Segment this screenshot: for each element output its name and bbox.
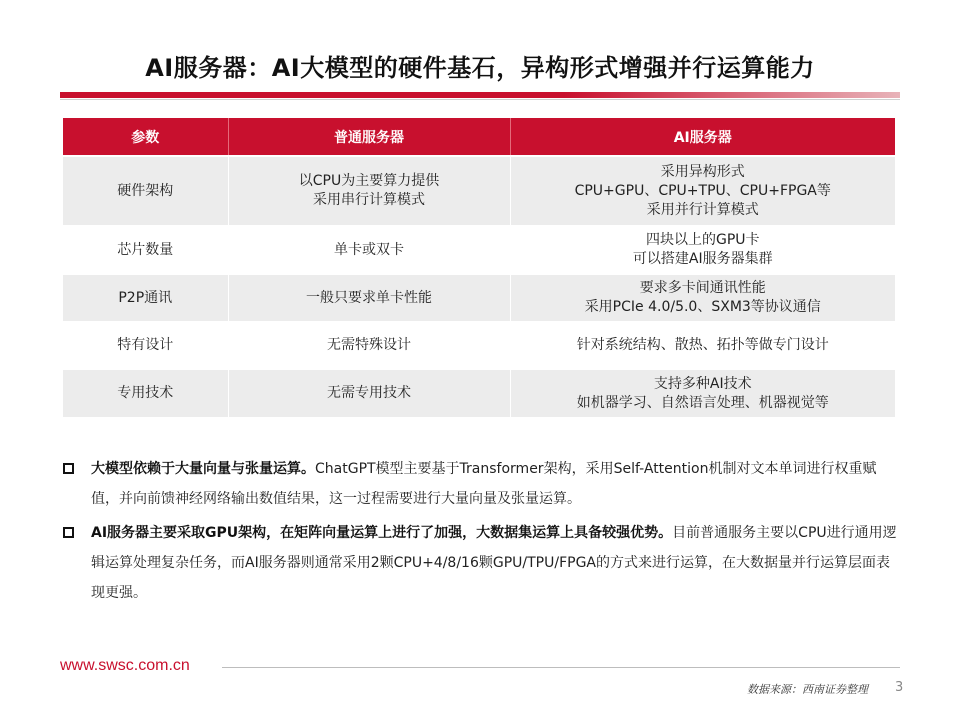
ai-cell — [510, 369, 895, 417]
bullet-item — [63, 518, 903, 608]
param-cell: 芯片数量 — [63, 226, 228, 274]
table-row — [63, 226, 895, 274]
normal-cell — [228, 156, 510, 226]
square-bullet-icon — [63, 527, 74, 538]
bullet-list — [63, 454, 903, 612]
footer-divider — [222, 667, 900, 668]
footer-website-link[interactable]: www.swsc.com.cn — [60, 657, 190, 674]
table-header-row — [63, 118, 895, 156]
cell-line: 单卡或双卡 — [334, 241, 404, 258]
cell-line: 采用串行计算模式 — [313, 192, 425, 208]
bullet-item — [63, 454, 903, 514]
title-divider — [60, 92, 900, 98]
normal-cell — [228, 322, 510, 369]
header-normal-server: 普通服务器 — [228, 118, 510, 156]
header-ai-server: AI服务器 — [510, 118, 895, 156]
header-param: 参数 — [63, 118, 228, 156]
param-cell: 专用技术 — [63, 369, 228, 417]
param-cell: P2P通讯 — [63, 274, 228, 322]
cell-line: 四块以上的GPU卡 — [645, 232, 760, 248]
bullet-lead: AI服务器主要采取GPU架构，在矩阵向量运算上进行了加强，大数据集运算上具备较强优势。 — [91, 525, 673, 541]
cell-line: 支持多种AI技术 — [653, 375, 752, 392]
slide-title: AI服务器：AI大模型的硬件基石，异构形式增强并行运算能力 — [145, 54, 815, 82]
table-row — [63, 156, 895, 226]
cell-line: 可以搭建AI服务器集群 — [632, 251, 773, 267]
cell-line: 如机器学习、自然语言处理、机器视觉等 — [576, 394, 829, 411]
data-source-note: 数据来源：西南证券整理 — [747, 683, 868, 696]
cell-line: CPU+GPU、CPU+TPU、CPU+FPGA等 — [574, 182, 831, 199]
normal-cell — [228, 274, 510, 322]
param-cell: 硬件架构 — [63, 156, 228, 226]
comparison-table — [63, 118, 895, 417]
page-number: 3 — [895, 680, 904, 695]
table-row — [63, 322, 895, 369]
square-bullet-icon — [63, 463, 74, 474]
bullet-text: ChatGPT模型主要基于Transformer架构，采用Self-Attention机制对文本单词进行权重赋值，并向前馈神经网络输出数值结果，这一过程需要进行大量向量及张量运算。 — [91, 461, 877, 507]
cell-line: 以CPU为主要算力提供 — [298, 173, 440, 189]
cell-line: 无需特殊设计 — [327, 337, 411, 353]
normal-cell — [228, 369, 510, 417]
cell-line: 采用并行计算模式 — [646, 201, 759, 218]
ai-cell — [510, 322, 895, 369]
ai-cell — [510, 226, 895, 274]
cell-line: 一般只要求单卡性能 — [306, 289, 432, 306]
table-row — [63, 274, 895, 322]
ai-cell — [510, 156, 895, 226]
bullet-text: 目前普通服务主要以CPU进行通用逻辑运算处理复杂任务，而AI服务器则通常采用2颗CPU+4/8/16颗GPU/TPU/FPGA的方式来进行运算，在大数据量并行运算层面表现更强。 — [91, 525, 897, 601]
bullet-lead: 大模型依赖于大量向量与张量运算。 — [91, 461, 315, 477]
cell-line: 要求多卡间通讯性能 — [639, 280, 766, 296]
cell-line: 针对系统结构、散热、拓扑等做专门设计 — [576, 337, 829, 353]
normal-cell — [228, 226, 510, 274]
ai-cell — [510, 274, 895, 322]
cell-line: 无需专用技术 — [327, 385, 411, 401]
param-cell: 特有设计 — [63, 322, 228, 369]
cell-line: 采用PCIe 4.0/5.0、SXM3等协议通信 — [584, 299, 821, 315]
table-row — [63, 369, 895, 417]
cell-line: 采用异构形式 — [660, 163, 745, 180]
